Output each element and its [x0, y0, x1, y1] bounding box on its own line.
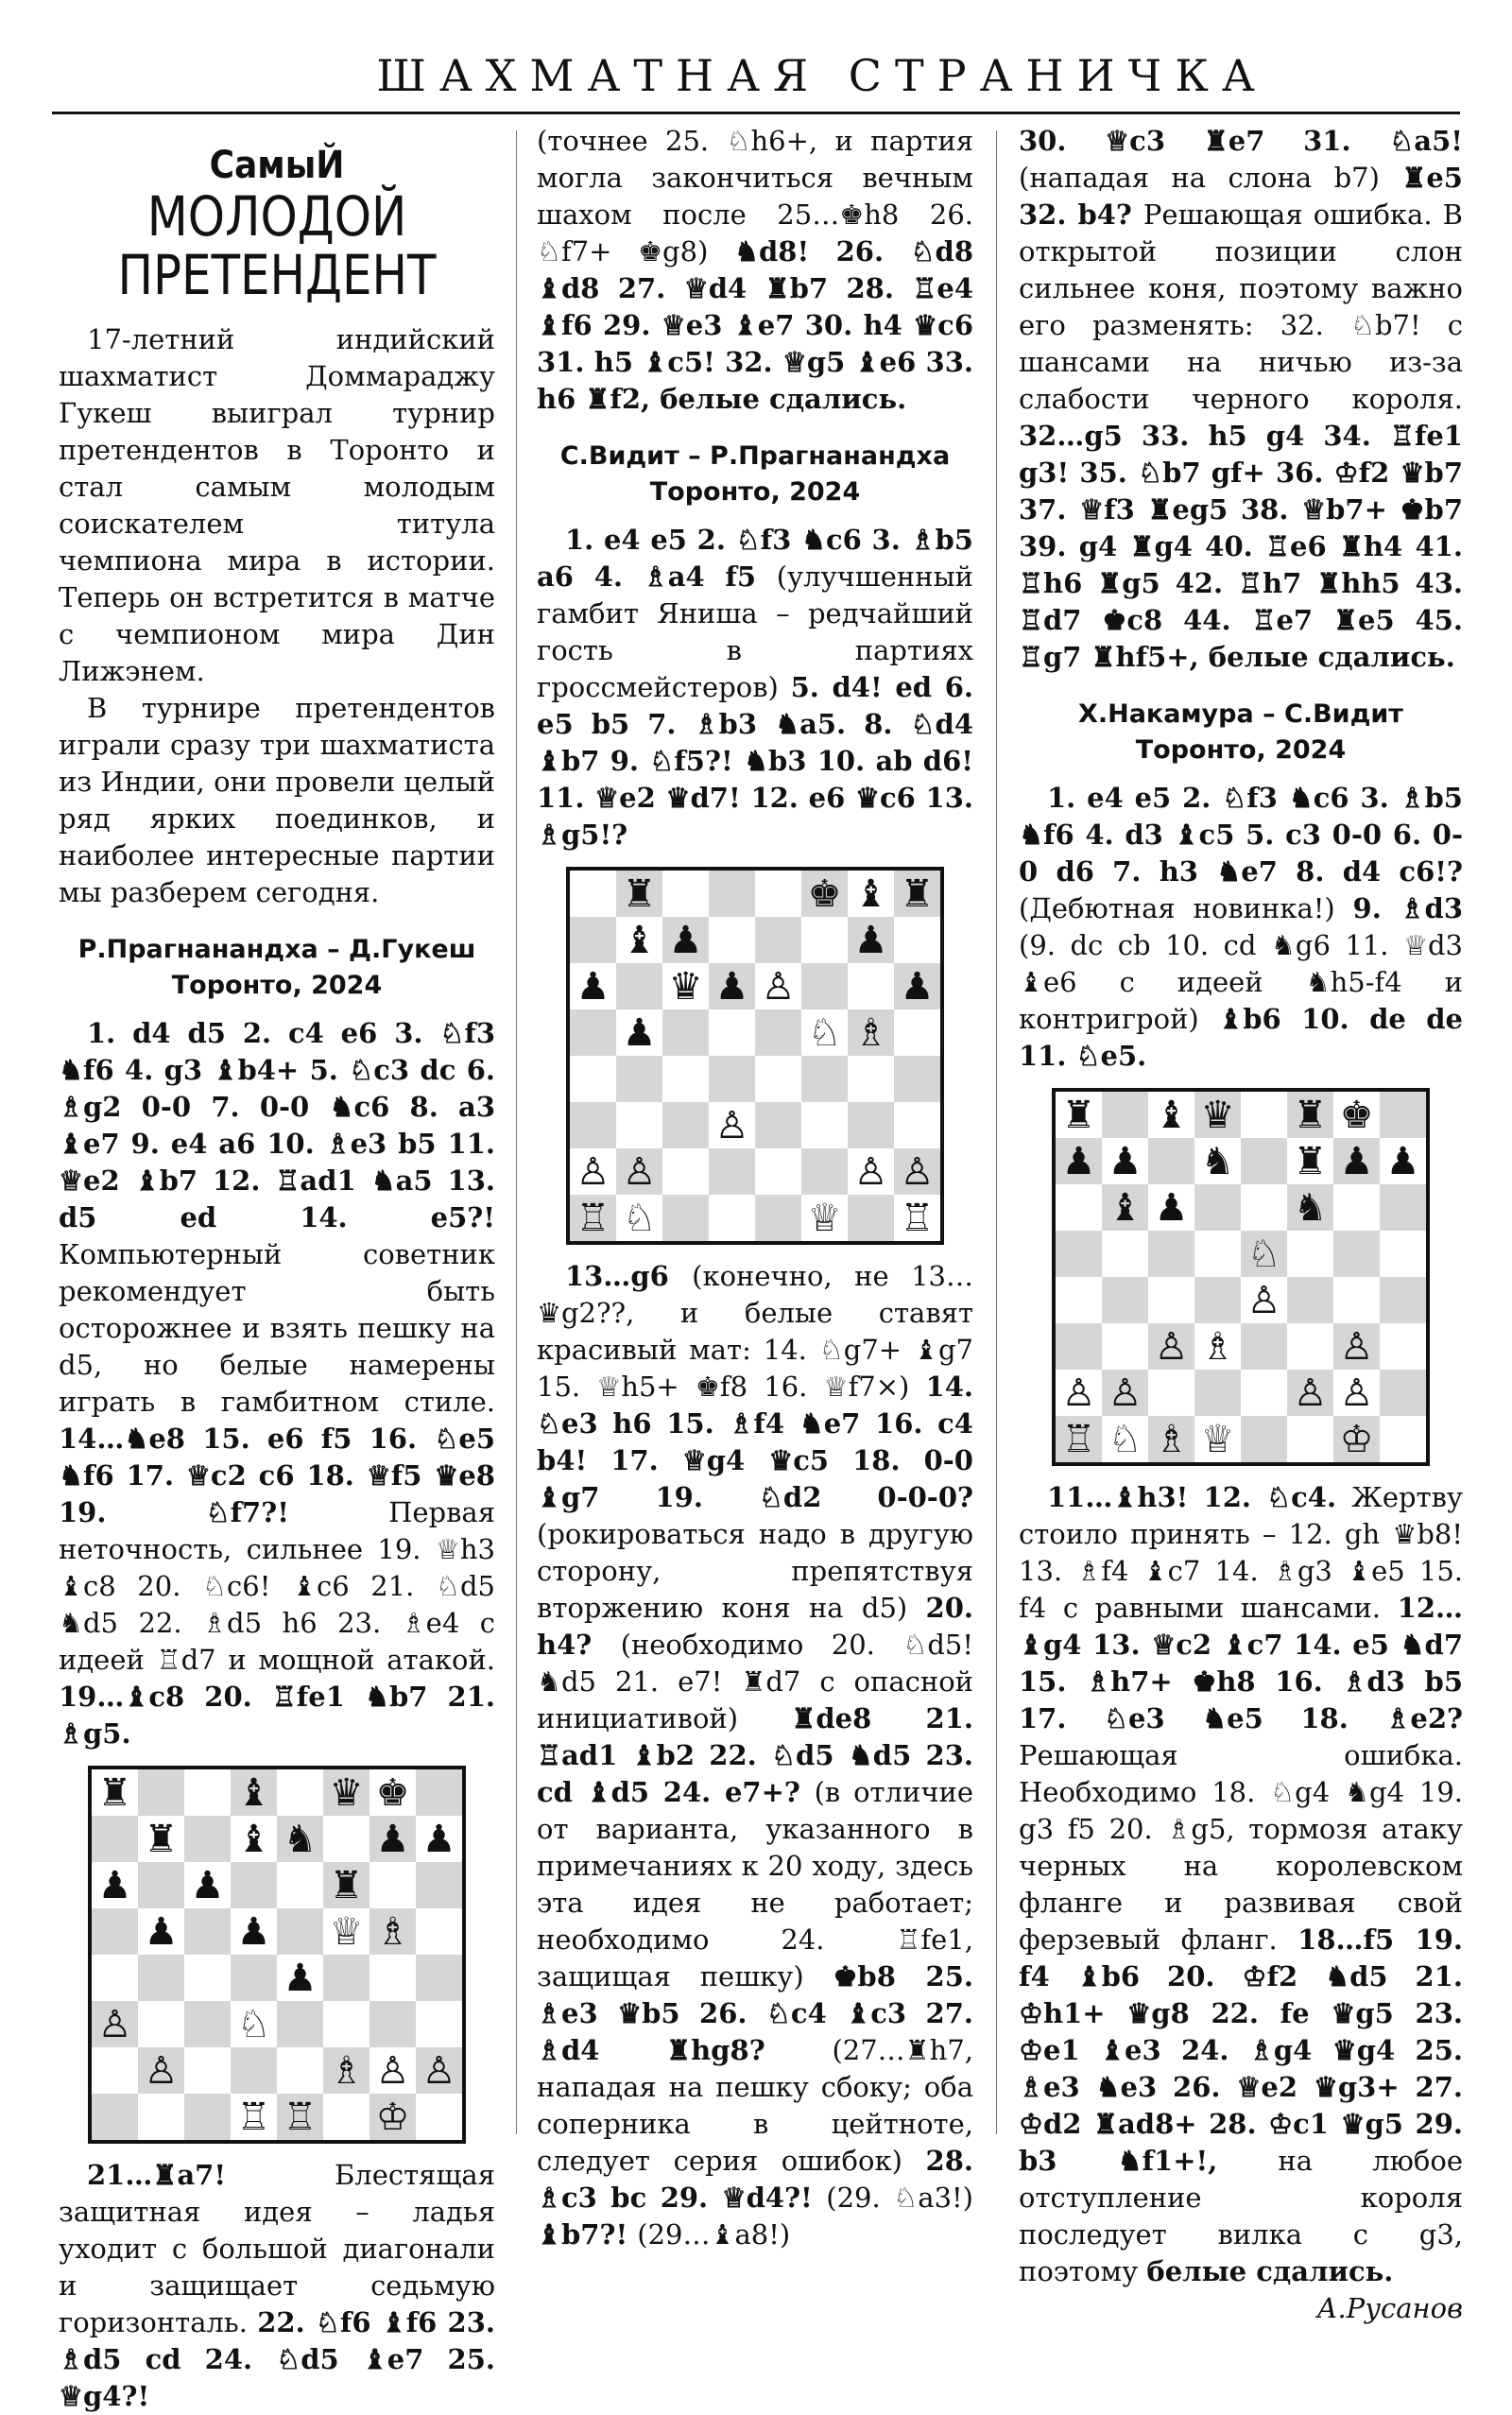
board-square: ♙: [616, 1148, 662, 1195]
board-square: [894, 1102, 940, 1148]
board-square: [1194, 1231, 1241, 1277]
board-square: [1287, 1323, 1333, 1370]
section-title: ШАХМАТНАЯ СТРАНИЧКА: [376, 50, 1268, 101]
board-square: [1056, 1184, 1102, 1231]
board-square: ♙: [138, 2047, 184, 2094]
board-square: ♙: [1339, 1371, 1374, 1415]
board-square: [755, 1009, 801, 1056]
board-square: [1194, 1277, 1241, 1323]
board-square: ♟: [894, 963, 940, 1009]
board-square: [277, 1908, 323, 1955]
board-square: [231, 2047, 277, 2094]
board-square: ♙: [1246, 1278, 1281, 1322]
board-square: [138, 1862, 184, 1908]
board-square: ♞: [1287, 1184, 1333, 1231]
board-square: ♟: [848, 917, 894, 963]
game-text: 13…g6 (конечно, не 13…♛g2??, и белые ставят красивый мат: 14. ♘g7+ ♝g7 15. ♕h5+ ♚f8 16. ♕f7×) 14. ♘e3 h6 15. ♗f4 ♞e7 16. c4 b4! 17. ♕g4 ♛c5 18. 0-0 ♝g7 19. ♘d2 0-0-0? (рокироваться надо в другую сторону, препятствуя вторжению коня на d5) 20. h4? (необходимо 20. ♘d5! ♞d5 21. e7! ♜d7 с опасной инициативой) ♜de8 21. ♖ad1 ♝b2 22. ♘d5 ♞d5 23. cd ♝d5 24. e7+? (в отличие от варианта, указанного в примечаниях к 20 ходу, здесь эта идея не работает; необходимо 24. ♖fe1, защищая пешку) ♚b8 25. ♗e3 ♛b5 26. ♘c4 ♝c3 27. ♗d4 ♜hg8? (27…♜h7, нападая на пешку сбоку; оба соперника в цейтноте, следует серия ошибок) 28. ♗c3 bc 29. ♕d4?! (29. ♘a3!) ♝b7?! (29…♝a8!): [537, 1260, 973, 2251]
board-square: [894, 1056, 940, 1102]
board-square: [709, 1195, 755, 1241]
board-square: ♟: [1385, 1139, 1420, 1183]
board-square: [616, 963, 662, 1009]
board-square: ♝: [231, 1769, 277, 1816]
board-square: ♙: [1102, 1370, 1148, 1416]
board-square: ♗: [323, 2047, 369, 2094]
board-square: ♟: [236, 1909, 271, 1954]
board-square: [369, 2001, 416, 2047]
board-square: ♖: [900, 1196, 935, 1240]
board-square: [1102, 1323, 1148, 1370]
board-square: [801, 1056, 848, 1102]
board-square: ♗: [848, 1009, 894, 1056]
board-square: [323, 2001, 369, 2047]
board-square: ♟: [369, 1816, 416, 1862]
board-square: ♖: [236, 2095, 271, 2139]
board-square: ♜: [1061, 1093, 1096, 1137]
column-2: [537, 123, 973, 2253]
board-square: ♛: [668, 964, 703, 1009]
board-square: ♜: [323, 1862, 369, 1908]
board-square: [755, 917, 801, 963]
board-square: [323, 1816, 369, 1862]
board-square: ♙: [92, 2001, 138, 2047]
board-square: ♜: [1287, 1092, 1333, 1138]
board-square: [1380, 1092, 1426, 1138]
column-divider: [996, 130, 997, 2134]
board-square: ♚: [801, 871, 848, 917]
board-square: [92, 2047, 138, 2094]
board-square: [894, 917, 940, 963]
board-square: [416, 1955, 462, 2001]
board-square: [92, 1955, 138, 2001]
board-square: ♞: [277, 1816, 323, 1862]
board-square: ♘: [807, 1010, 842, 1055]
board-square: ♘: [236, 2002, 271, 2046]
board-square: [1380, 1416, 1426, 1462]
board-square: [138, 2094, 184, 2140]
board-square: [616, 1056, 662, 1102]
board-square: [184, 1955, 231, 2001]
board-square: ♝: [853, 871, 888, 916]
board-square: [755, 1102, 801, 1148]
board-square: [277, 2001, 323, 2047]
board-square: ♚: [1339, 1093, 1374, 1137]
board-square: [138, 1955, 184, 2001]
board-square: [416, 1908, 462, 1955]
board-square: ♕: [807, 1196, 842, 1240]
board-square: ♘: [622, 1196, 657, 1240]
board-square: [801, 1102, 848, 1148]
board-square: ♙: [853, 1149, 888, 1194]
board-square: ♙: [894, 1148, 940, 1195]
board-square: ♙: [1061, 1371, 1096, 1415]
board-square: [1102, 1231, 1148, 1277]
board-square: ♟: [144, 1909, 179, 1954]
board-square: [1333, 1277, 1380, 1323]
board-square: [1148, 1138, 1194, 1184]
board-square: [1194, 1184, 1241, 1231]
board-square: ♟: [662, 917, 709, 963]
board-square: [755, 1195, 801, 1241]
board-square: ♞: [1200, 1139, 1235, 1183]
board-square: [1241, 1370, 1287, 1416]
board-square: ♗: [1148, 1416, 1194, 1462]
board-square: [709, 917, 755, 963]
board-square: [1102, 1277, 1148, 1323]
board-square: [92, 1908, 138, 1955]
board-square: [709, 1148, 755, 1195]
board-square: ♙: [761, 964, 796, 1009]
board-square: ♝: [622, 918, 657, 962]
intro-paragraph: В турнире претендентов играли сразу три шахматиста из Индии, они провели целый ряд ярких поединков, и наиболее интересные партии мы разберем сегодня.: [59, 692, 495, 908]
board-square: [570, 1009, 616, 1056]
board-square: ♟: [1154, 1185, 1189, 1230]
board-square: [231, 1862, 277, 1908]
board-square: ♟: [709, 963, 755, 1009]
board-square: [277, 1862, 323, 1908]
board-square: [323, 2094, 369, 2140]
board-square: ♚: [375, 1770, 410, 1815]
board-square: ♔: [1333, 1416, 1380, 1462]
board-square: [662, 1009, 709, 1056]
chess-diagram: [566, 867, 944, 1245]
board-square: [369, 1862, 416, 1908]
board-square: [138, 1769, 184, 1816]
board-square: [1148, 1277, 1194, 1323]
board-square: ♙: [375, 2048, 410, 2093]
board-square: ♟: [1333, 1138, 1380, 1184]
board-square: ♟: [622, 1010, 657, 1055]
board-square: [662, 1056, 709, 1102]
board-square: [1241, 1416, 1287, 1462]
game-text: 30. ♕c3 ♜e7 31. ♘a5! (нападая на слона b7) ♜e5 32. b4? Решающая ошибка. В открытой позиции слон сильнее коня, поэтому важно его разменять: 32. ♘b7! с шансами на ничью из-за слабости черного короля. 32…g5 33. h5 g4 34. ♖fe1 g3! 35. ♘b7 gf+ 36. ♔f2 ♛b7 37. ♕f3 ♜eg5 38. ♕b7+ ♚b7 39. g4 ♜g4 40. ♖e6 ♜h4 41. ♖h6 ♜g5 42. ♖h7 ♜hh5 43. ♖d7 ♚c8 44. ♖e7 ♜e5 45. ♖g7 ♜hf5+, белые сдались.: [1019, 125, 1463, 673]
board-square: [755, 1056, 801, 1102]
board-square: ♙: [576, 1149, 610, 1194]
board-square: [848, 1102, 894, 1148]
board-square: ♘: [1108, 1417, 1143, 1461]
game-text: (точнее 25. ♘h6+, и партия могла закончиться вечным шахом после 25…♚h8 26. ♘f7+ ♚g8) ♞d8! 26. ♘d8 ♝d8 27. ♕d4 ♜b7 28. ♖e4 ♝f6 29. ♕e3 ♝e7 30. h4 ♛c6 31. h5 ♝c5! 32. ♕g5 ♝e6 33. h6 ♜f2, белые сдались.: [537, 125, 973, 415]
board-square: ♖: [1056, 1416, 1102, 1462]
board-square: [709, 871, 755, 917]
board-square: [662, 1102, 709, 1148]
board-square: [709, 1009, 755, 1056]
board-square: [1287, 1277, 1333, 1323]
board-square: [1056, 1277, 1102, 1323]
board-square: ♕: [329, 1909, 364, 1954]
board-square: [92, 2094, 138, 2140]
board-square: [662, 1195, 709, 1241]
board-square: ♕: [1200, 1417, 1235, 1461]
board-square: [1241, 1323, 1287, 1370]
board-square: ♛: [1194, 1092, 1241, 1138]
board-square: [1148, 1231, 1194, 1277]
board-square: [709, 1056, 755, 1102]
chess-diagram: [1052, 1088, 1430, 1466]
board-square: ♟: [1056, 1138, 1102, 1184]
board-square: [894, 1009, 940, 1056]
board-square: [1148, 1370, 1194, 1416]
article-title: СамыЙ МОЛОДОЙ ПРЕТЕНДЕНТ: [117, 144, 437, 307]
board-square: ♗: [1200, 1324, 1235, 1369]
board-square: [1102, 1092, 1148, 1138]
board-square: [1380, 1370, 1426, 1416]
board-square: ♙: [1287, 1370, 1333, 1416]
board-square: [277, 2047, 323, 2094]
chess-diagram: [88, 1766, 466, 2144]
board-square: [1241, 1184, 1287, 1231]
game-heading: С.Видит – Р.Прагнанандха Торонто, 2024: [559, 441, 951, 507]
game-text: 1. e4 e5 2. ♘f3 ♞c6 3. ♗b5 a6 4. ♗a4 f5 (улучшенный гамбит Яниша – редчайший гость в партиях гроссмейстеров) 5. d4! ed 6. e5 b5 7. ♗b3 ♞a5. 8. ♘d4 ♝b7 9. ♘f5?! ♞b3 10. ab d6! 11. ♕e2 ♛d7! 12. e6 ♛c6 13. ♗g5!?: [537, 524, 973, 851]
board-square: ♖: [570, 1195, 616, 1241]
board-square: ♟: [576, 964, 610, 1009]
board-square: [1194, 1370, 1241, 1416]
board-square: ♙: [416, 2047, 462, 2094]
board-square: [1056, 1323, 1102, 1370]
board-square: [848, 963, 894, 1009]
board-square: ♛: [323, 1769, 369, 1816]
board-square: [1333, 1231, 1380, 1277]
board-square: ♜: [144, 1817, 179, 1861]
board-square: [184, 2001, 231, 2047]
board-square: [616, 1102, 662, 1148]
board-square: [1380, 1231, 1426, 1277]
board-square: ♟: [1108, 1139, 1143, 1183]
board-square: [369, 1955, 416, 2001]
game-heading: Х.Накамура – С.Видит Торонто, 2024: [1078, 699, 1403, 765]
game-text: 21…♜a7! Блестящая защитная идея – ладья уходит с большой диагонали и защищает седьмую горизонталь. 22. ♘f6 ♝f6 23. ♗d5 cd 24. ♘d5 ♝e7 25. ♕g4?!: [59, 2159, 496, 2412]
board-square: ♟: [97, 1863, 132, 1907]
board-square: [138, 2001, 184, 2047]
board-square: [92, 1816, 138, 1862]
board-square: [1380, 1277, 1426, 1323]
column-divider: [516, 130, 517, 2134]
board-square: ♜: [1293, 1139, 1328, 1183]
board-square: [1287, 1416, 1333, 1462]
game-text: 1. e4 e5 2. ♘f3 ♞c6 3. ♗b5 ♞f6 4. d3 ♝c5 5. c3 0-0 6. 0-0 d6 7. h3 ♞e7 8. d4 c6!? (Дебютная новинка!) 9. ♗d3 (9. dc cb 10. cd ♞g6 11. ♕d3 ♝e6 с идеей ♞h5-f4 и контригрой) ♝b6 10. de de 11. ♘e5.: [1019, 782, 1463, 1072]
board-square: [184, 1769, 231, 1816]
board-square: [184, 1908, 231, 1955]
board-square: [184, 2094, 231, 2140]
board-square: [1056, 1231, 1102, 1277]
board-square: [1380, 1184, 1426, 1231]
board-square: [1241, 1092, 1287, 1138]
board-square: ♟: [421, 1817, 456, 1861]
board-square: [801, 917, 848, 963]
board-square: [801, 1148, 848, 1195]
board-square: ♙: [1148, 1323, 1194, 1370]
board-square: ♜: [97, 1770, 132, 1815]
board-square: [848, 1195, 894, 1241]
board-square: ♜: [616, 871, 662, 917]
board-square: [570, 917, 616, 963]
board-square: ♗: [369, 1908, 416, 1955]
board-square: [662, 871, 709, 917]
board-square: [184, 2047, 231, 2094]
board-square: [416, 1769, 462, 1816]
board-square: ♖: [277, 2094, 323, 2140]
board-square: [1241, 1138, 1287, 1184]
board-square: [416, 2001, 462, 2047]
board-square: [1287, 1231, 1333, 1277]
board-square: [416, 1862, 462, 1908]
board-square: [1380, 1323, 1426, 1370]
board-square: [662, 1148, 709, 1195]
board-square: ♜: [894, 871, 940, 917]
board-square: [323, 1955, 369, 2001]
column-1: [59, 123, 495, 2415]
board-square: [1333, 1184, 1380, 1231]
board-square: ♝: [1102, 1184, 1148, 1231]
board-square: [755, 871, 801, 917]
board-square: ♝: [1154, 1093, 1189, 1137]
board-square: ♙: [1333, 1323, 1380, 1370]
board-square: [570, 871, 616, 917]
header-rule: [52, 112, 1460, 114]
board-square: ♟: [190, 1863, 225, 1907]
board-square: ♔: [369, 2094, 416, 2140]
board-square: [570, 1056, 616, 1102]
board-square: [184, 1816, 231, 1862]
board-square: ♘: [1241, 1231, 1287, 1277]
board-square: [231, 1955, 277, 2001]
board-square: ♟: [283, 1956, 318, 2000]
game-text: 11…♝h3! 12. ♘c4. Жертву стоило принять – 12. gh ♛b8! 13. ♗f4 ♝c7 14. ♗g3 ♝e5 15. f4 с равными шансами. 12…♝g4 13. ♕c2 ♝c7 14. e5 ♞d7 15. ♗h7+ ♚h8 16. ♗d3 b5 17. ♘e3 ♞e5 18. ♗e2? Решающая ошибка. Необходимо 18. ♘g4 ♞g4 19. g3 f5 20. ♗g5, тормозя атаку черных на королевском фланге и развивая свой ферзевый фланг. 18…f5 19. f4 ♝b6 20. ♔f2 ♞d5 21. ♔h1+ ♛g8 22. fe ♛g5 23. ♔e1 ♝e3 24. ♗g4 ♛g4 25. ♗e3 ♞e3 26. ♕e2 ♛g3+ 27. ♔d2 ♜ad8+ 28. ♔c1 ♛g5 29. b3 ♞f1+!, на любое отступление короля последует вилка с g3, поэтому белые сдались.: [1019, 1481, 1463, 2287]
author-signature: А.Русанов: [1316, 2292, 1463, 2324]
board-square: [848, 1056, 894, 1102]
board-square: [755, 1148, 801, 1195]
board-square: [277, 1769, 323, 1816]
intro-paragraph: 17-летний индийский шахматист Доммараджу Гукеш выиграл турнир претендентов в Торонто и стал самым молодым соискателем титула чемпиона мира в истории. Теперь он встретится в матче с чемпионом мира Дин Лижэнем.: [59, 323, 495, 687]
game-heading: Р.Прагнанандха – Д.Гукеш Торонто, 2024: [77, 935, 476, 1000]
board-square: ♝: [236, 1817, 271, 1861]
page-header: [0, 38, 1512, 113]
board-square: [570, 1102, 616, 1148]
game-text: 1. d4 d5 2. c4 e6 3. ♘f3 ♞f6 4. g3 ♝b4+ 5. ♘c3 dc 6. ♗g2 0-0 7. 0-0 ♞c6 8. a3 ♝e7 9. e4 a6 10. ♗e3 b5 11. ♕e2 ♝b7 12. ♖ad1 ♞a5 13. d5 ed 14. e5?! Компьютерный советник рекомендует быть осторожнее и взять пешку на d5, но белые намерены играть в гамбитном стиле. 14…♞e8 15. e6 f5 16. ♘e5 ♞f6 17. ♕c2 c6 18. ♕f5 ♛e8 19. ♘f7?! Первая неточность, сильнее 19. ♕h3 ♝c8 20. ♘c6! ♝c6 21. ♘d5 ♞d5 22. ♗d5 h6 23. ♗e4 с идеей ♖d7 и мощной атакой. 19…♝c8 20. ♖fe1 ♞b7 21. ♗g5.: [59, 1017, 495, 1750]
board-square: [416, 2094, 462, 2140]
board-square: [801, 963, 848, 1009]
board-square: ♙: [714, 1103, 749, 1147]
column-3: [1019, 123, 1463, 2327]
